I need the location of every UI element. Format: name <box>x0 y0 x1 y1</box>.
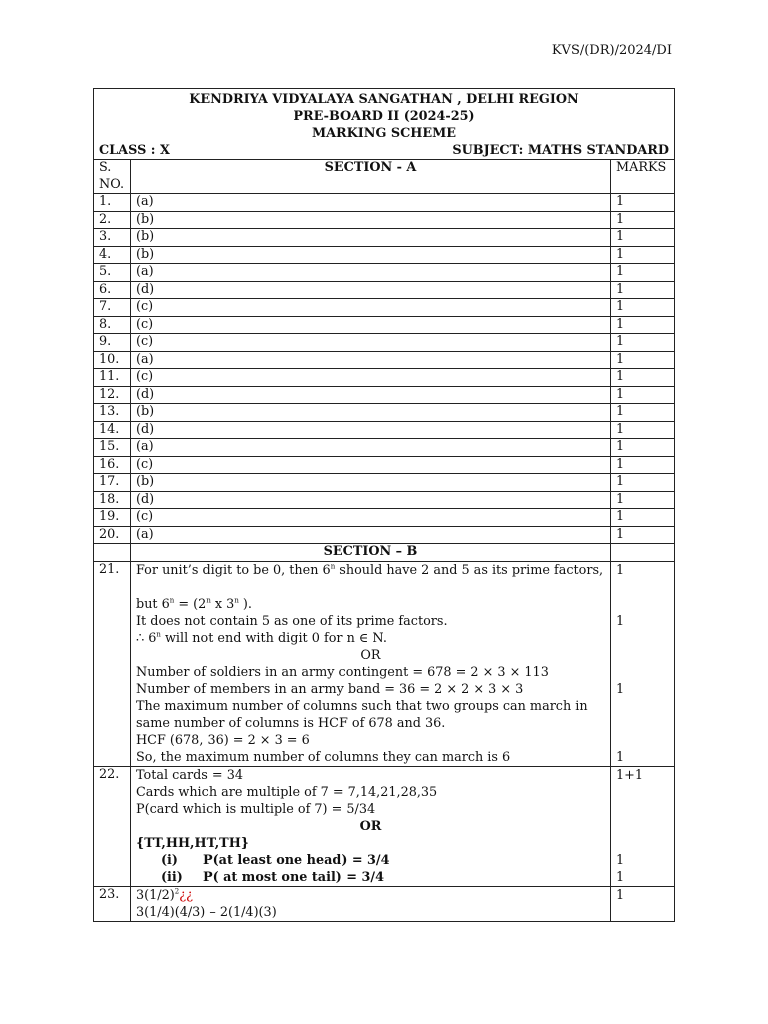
answer-row <box>94 194 675 212</box>
sno-header: S. NO. <box>94 160 131 194</box>
question-number: 5. <box>94 264 131 282</box>
question-21-row <box>94 561 675 766</box>
answer-row <box>94 246 675 264</box>
answer-option: (d) <box>131 421 611 439</box>
question-number: 1. <box>94 194 131 212</box>
answer-row <box>94 334 675 352</box>
question-number: 10. <box>94 351 131 369</box>
marks-value: 1 <box>611 211 675 229</box>
q22-or: OR <box>359 818 382 834</box>
header-row <box>94 160 675 194</box>
answer-row <box>94 491 675 509</box>
answer-option: (c) <box>131 316 611 334</box>
answer-option: (b) <box>131 404 611 422</box>
q21-or: OR <box>360 647 381 663</box>
question-number: 11. <box>94 369 131 387</box>
org-title: KENDRIYA VIDYALAYA SANGATHAN , DELHI REGION <box>189 92 579 107</box>
answer-row <box>94 526 675 544</box>
answer-option: (d) <box>131 281 611 299</box>
marks-value: 1 <box>611 404 675 422</box>
marks-value: 1 <box>611 229 675 247</box>
answer-row <box>94 509 675 527</box>
q21-marks: 1 1 1 1 <box>611 561 675 766</box>
answer-option: (b) <box>131 474 611 492</box>
answer-option: (c) <box>131 509 611 527</box>
marks-value: 1 <box>611 491 675 509</box>
answer-row <box>94 474 675 492</box>
question-23-row <box>94 886 675 921</box>
marks-value: 1 <box>611 334 675 352</box>
q23-marks: 1 <box>611 886 675 921</box>
question-22-row <box>94 766 675 886</box>
answer-row <box>94 369 675 387</box>
marks-header: MARKS <box>611 160 675 194</box>
marks-value: 1 <box>611 316 675 334</box>
section-a-heading: SECTION - A <box>131 160 611 194</box>
answer-row <box>94 299 675 317</box>
marks-value: 1 <box>611 439 675 457</box>
answer-row <box>94 229 675 247</box>
answer-option: (c) <box>131 334 611 352</box>
answer-option: (b) <box>131 211 611 229</box>
marks-value: 1 <box>611 386 675 404</box>
marks-value: 1 <box>611 509 675 527</box>
question-number: 3. <box>94 229 131 247</box>
q23-answer: $3(1/2)^2¿¿$ 3(1/4)(4/3) – 2(1/4)(3) <box>131 886 611 921</box>
marks-value: 1 <box>611 526 675 544</box>
answer-option: (c) <box>131 369 611 387</box>
marks-value: 1 <box>611 281 675 299</box>
marks-value: 1 <box>611 246 675 264</box>
q22-marks: 1+1 1 1 <box>611 766 675 886</box>
answer-option: (a) <box>131 264 611 282</box>
question-number: 6. <box>94 281 131 299</box>
document-code: KVS/(DR)/2024/DI <box>551 43 672 58</box>
answer-option: (d) <box>131 386 611 404</box>
question-number: 4. <box>94 246 131 264</box>
question-number: 20. <box>94 526 131 544</box>
question-number: 2. <box>94 211 131 229</box>
answer-option: (c) <box>131 299 611 317</box>
q22-number: 22. <box>94 766 131 886</box>
section-a-rows <box>94 194 675 544</box>
doc-title: MARKING SCHEME <box>311 126 457 141</box>
subject-label: SUBJECT: MATHS STANDARD <box>452 143 669 158</box>
question-number: 8. <box>94 316 131 334</box>
marks-value: 1 <box>611 456 675 474</box>
answer-option: (a) <box>131 351 611 369</box>
answer-option: (c) <box>131 456 611 474</box>
answer-option: (a) <box>131 526 611 544</box>
answer-option: (b) <box>131 229 611 247</box>
answer-option: (a) <box>131 194 611 212</box>
question-number: 13. <box>94 404 131 422</box>
answer-row <box>94 211 675 229</box>
answer-option: (a) <box>131 439 611 457</box>
answer-option: (b) <box>131 246 611 264</box>
question-number: 9. <box>94 334 131 352</box>
question-number: 14. <box>94 421 131 439</box>
marks-value: 1 <box>611 421 675 439</box>
question-number: 17. <box>94 474 131 492</box>
marks-value: 1 <box>611 264 675 282</box>
question-number: 19. <box>94 509 131 527</box>
q22-answer: Total cards = 34 Cards which are multiple of 7 = 7,14,21,28,35 P(card which is multiple of 7) = 5/34 OR {TT,HH,HT,TH} (i) P(at least one head) = 3/4 (ii) P( at most one tail) = 3/4 <box>131 766 611 886</box>
q21-answer: For unit’s digit to be 0, then 6$^n$ should have 2 and 5 as its prime factors, but $6^n = (2^n$ x 3$^n$ ). It does not contain 5 as one of its prime factors. ∴ 6$^n$ will not end with digit 0 for n ∈ N. OR Number of soldiers in an army contingent = 678 = 2 × 3 × 113 Number of members in an army band = 36 = 2 × 2 × 3 × 3 The maximum number of columns such that two groups can march in same number of columns is HCF of 678 and 36. HCF (678, 36) = 2 × 3 = 6 So, the maximum number of columns they can march is 6 <box>131 561 611 766</box>
exam-title: PRE-BOARD II (2024-25) <box>293 109 475 124</box>
section-b-heading-row <box>94 544 675 562</box>
marks-value: 1 <box>611 299 675 317</box>
marking-scheme-table <box>93 88 675 922</box>
answer-row <box>94 281 675 299</box>
question-number: 16. <box>94 456 131 474</box>
question-number: 12. <box>94 386 131 404</box>
section-b-heading: SECTION – B <box>131 544 611 562</box>
answer-row <box>94 456 675 474</box>
class-label: CLASS : X <box>99 143 170 158</box>
answer-row <box>94 386 675 404</box>
question-number: 15. <box>94 439 131 457</box>
answer-row <box>94 316 675 334</box>
answer-option: (d) <box>131 491 611 509</box>
marks-value: 1 <box>611 194 675 212</box>
question-number: 18. <box>94 491 131 509</box>
q21-number: 21. <box>94 561 131 766</box>
marks-value: 1 <box>611 351 675 369</box>
answer-row <box>94 421 675 439</box>
answer-row <box>94 404 675 422</box>
answer-row <box>94 264 675 282</box>
marks-value: 1 <box>611 369 675 387</box>
q23-number: 23. <box>94 886 131 921</box>
answer-row <box>94 439 675 457</box>
marks-value: 1 <box>611 474 675 492</box>
question-number: 7. <box>94 299 131 317</box>
title-cell <box>94 89 675 160</box>
title-row <box>94 89 675 160</box>
answer-row <box>94 351 675 369</box>
